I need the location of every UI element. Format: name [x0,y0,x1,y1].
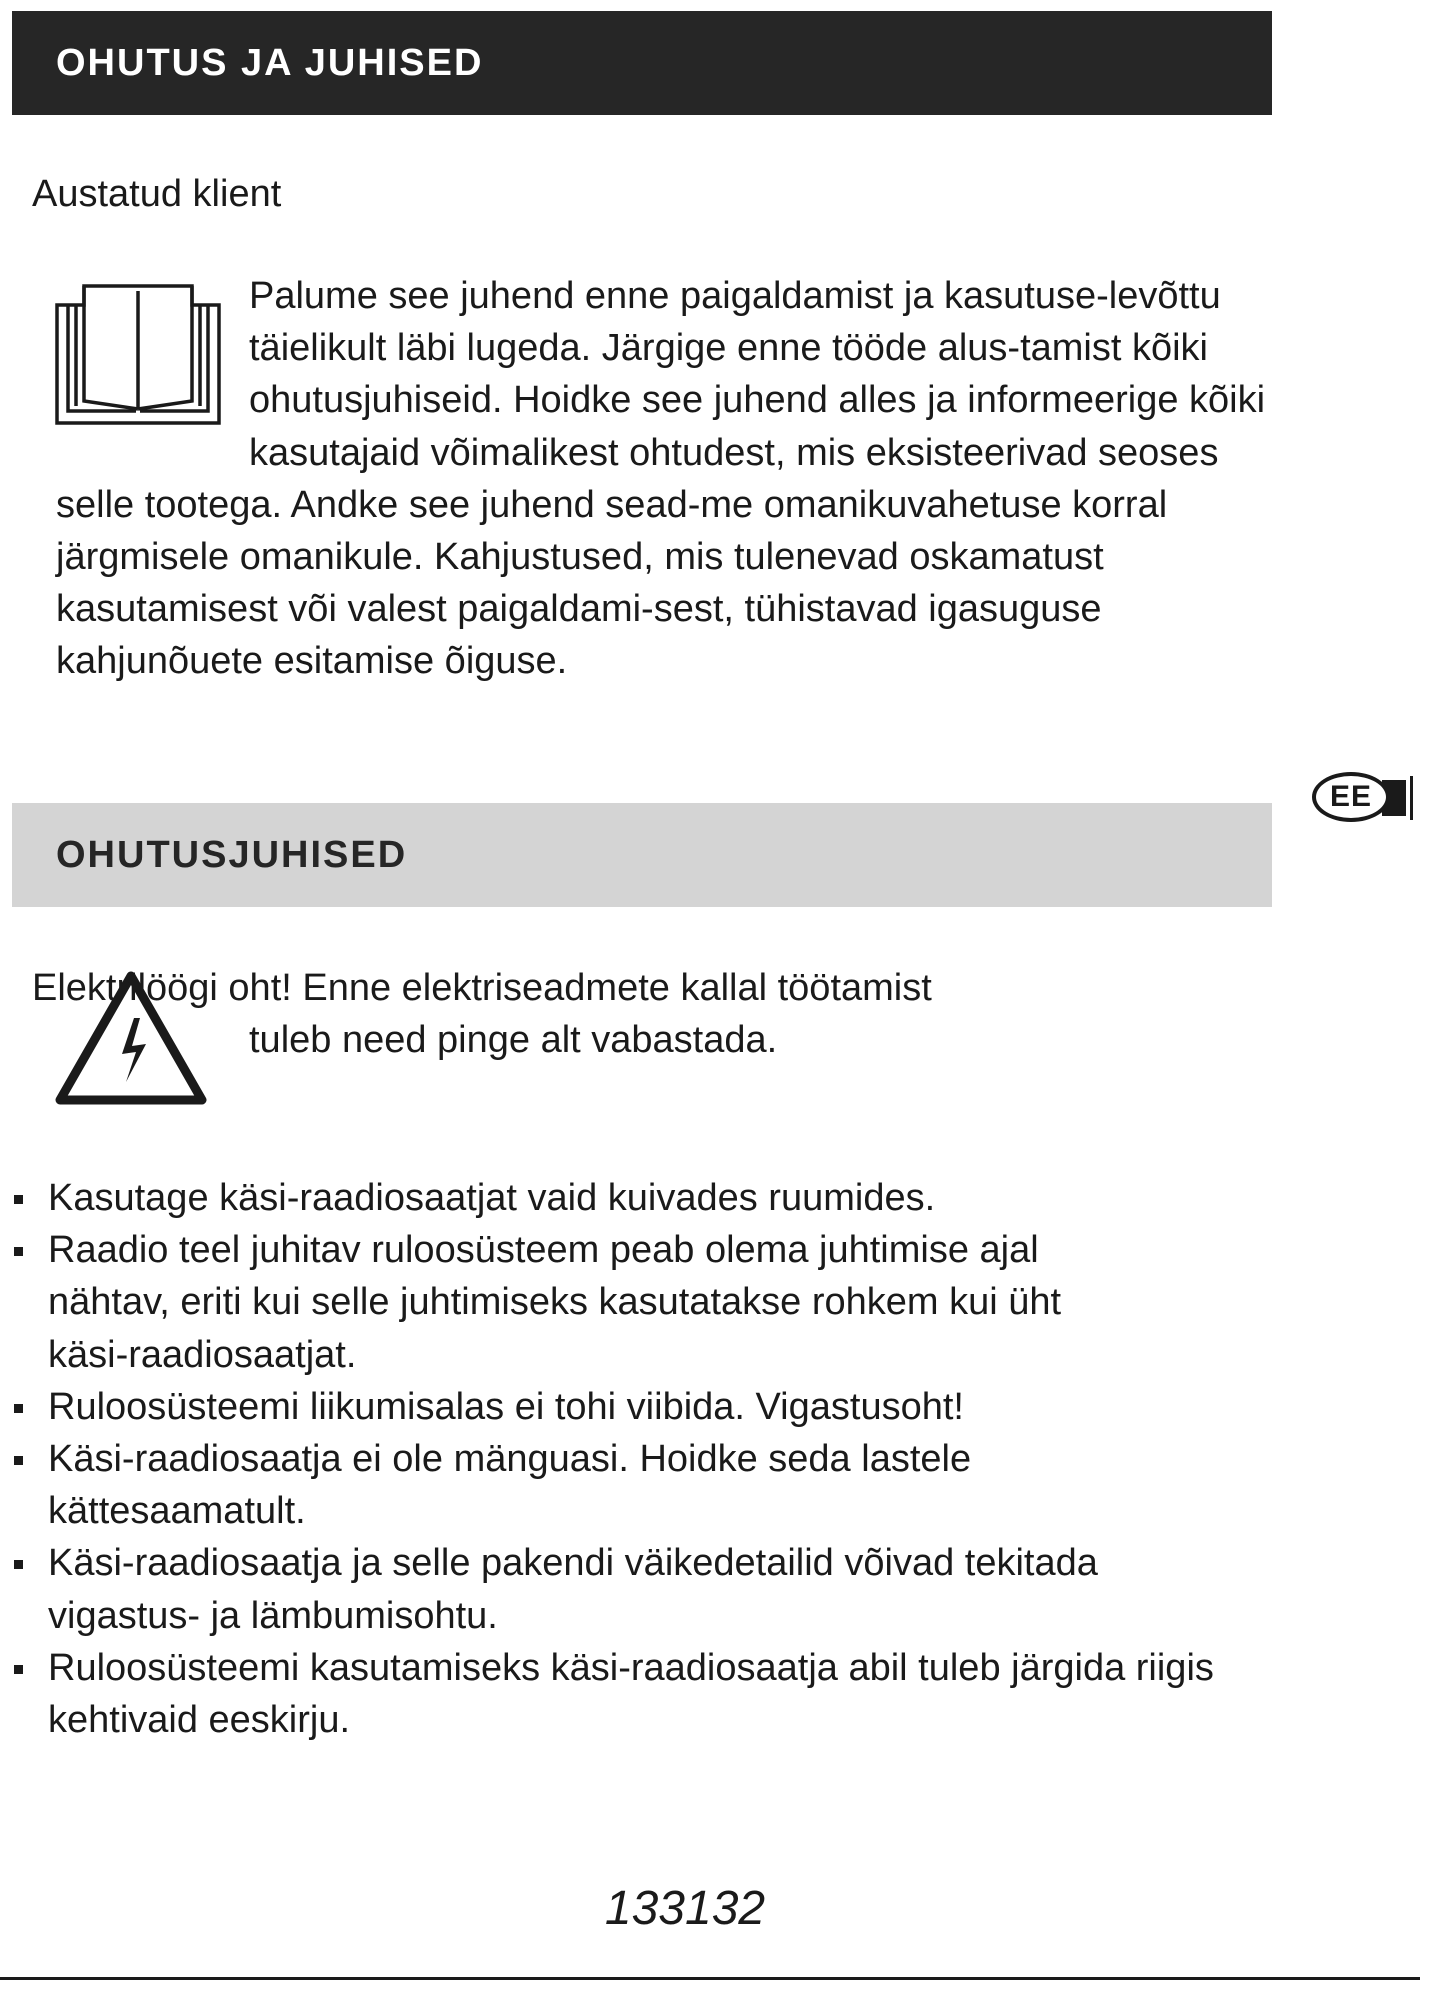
list-item-text: Ruloosüsteemi kasutamiseks käsi-raadiosaatja abil tuleb järgida riigis kehtivaid eeskirju. [48,1646,1214,1742]
bullet-marker [14,1247,23,1256]
list-item-text: Ruloosüsteemi liikumisalas ei tohi viibida. Vigastusoht! [48,1385,964,1428]
list-item-text: Käsi-raadiosaatja ei ole mänguasi. Hoidke seda lastele kättesaamatult. [48,1438,972,1533]
salutation: Austatud klient [32,173,282,215]
list-item-text: Käsi-raadiosaatja ja selle pakendi väikedetailid võivad tekitada vigastus- ja lämbumisohtu. [48,1542,1098,1637]
warning-text-line1: Elektrilöögi oht! Enne elektriseadmete kallal töötamist [32,967,932,1009]
bullet-marker [14,1195,23,1204]
intro-icon-spacer [56,270,249,478]
section-bar [12,803,1272,907]
header-bar [12,11,1272,115]
bullet-marker [14,1665,23,1674]
list-item [0,1537,1300,1641]
list-item [0,1172,1300,1224]
warning-text-line2: tuleb need pinge alt vabastada. [249,1019,778,1061]
section-title: OHUTUSJUHISED [56,833,408,876]
badge-notch [1410,776,1413,820]
list-item [0,1224,1300,1381]
bullet-marker [14,1404,23,1413]
safety-instruction-list [0,1172,1300,1746]
intro-paragraph [56,270,1281,688]
bullet-marker [14,1560,23,1569]
page-number: 133132 [604,1882,766,1935]
bottom-rule [0,1977,1420,1980]
list-item [0,1433,1300,1537]
list-item-text: Kasutage käsi-raadiosaatjat vaid kuivades ruumides. [48,1177,936,1219]
bullet-marker [14,1456,23,1465]
list-item [0,1381,1300,1433]
intro-paragraph-text: Palume see juhend enne paigaldamist ja kasutuse-levõttu täielikult läbi lugeda. Järgige enne tööde alus-tamist kõiki ohutusjuhiseid. Hoidke see juhend alles ja informeerige kõiki kasutajaid võimalikest ohtudest, mis eksisteerivad seoses selle tootega. Andke see juhend sead-me omanikuvahetuse korral järgmisele omanikule. Kahjustused, mis tulenevad oskamatust kasutamisest või valest paigaldami-sest, tühistavad igasuguse kahjunõuete esitamise õiguse. [56,275,1266,683]
list-item-text: Raadio teel juhitav ruloosüsteem peab olema juhtimise ajal nähtav, eriti kui selle juhtimiseks kasutatakse rohkem kui üht käsi-raadiosaatjat. [48,1229,1062,1376]
language-badge [1312,770,1424,828]
language-code: EE [1312,772,1390,822]
list-item [0,1642,1300,1746]
page-title: OHUTUS JA JUHISED [56,41,484,84]
